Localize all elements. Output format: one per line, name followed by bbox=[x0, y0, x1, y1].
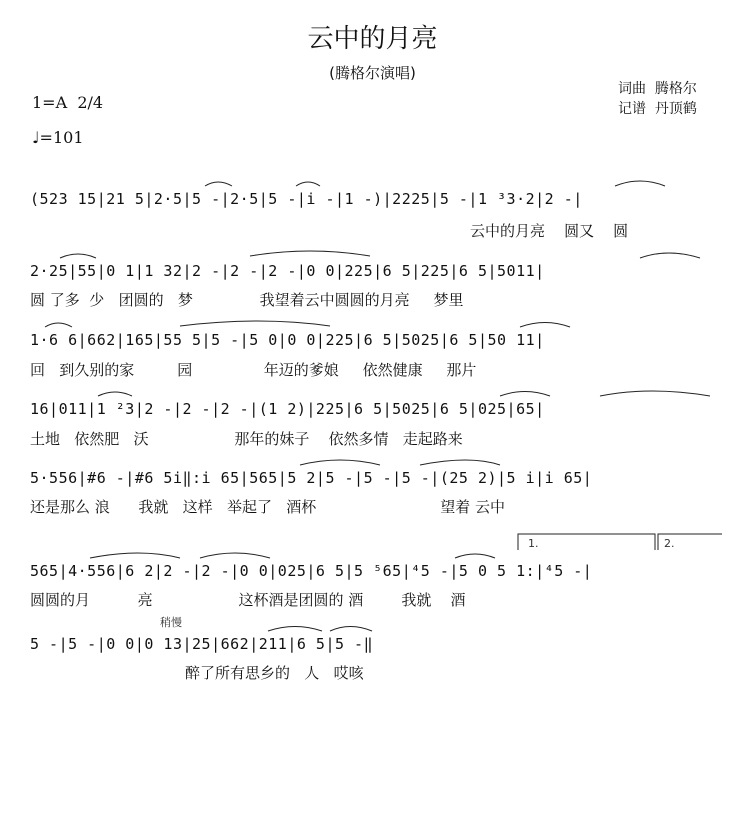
slur-mark bbox=[180, 321, 330, 326]
volta-bracket-1 bbox=[518, 534, 655, 550]
lyrics-line-2: 圆 了多 少 团圆的 梦 我望着云中圆圆的月亮 梦里 bbox=[30, 291, 464, 309]
slur-mark bbox=[455, 554, 495, 558]
notation-line-4: 16|011|1 ²3|2 -|2 -|2 -|(1 2)|225|6 5|5025|6 5|025|65| bbox=[30, 400, 545, 418]
slur-mark bbox=[330, 627, 372, 632]
notation-line-7: 5 -|5 -|0 0|0 13|25|662|211|6 5|5 -‖ bbox=[30, 635, 374, 653]
volta-2-label: 2. bbox=[664, 537, 675, 550]
slur-mark bbox=[500, 392, 550, 397]
slur-mark bbox=[90, 553, 180, 558]
slur-mark bbox=[205, 182, 232, 186]
credit-transcriber: 记谱 丹顶鹤 bbox=[618, 101, 697, 117]
notation-line-3: 1·6 6|662|165|55 5|5 -|5 0|0 0|225|6 5|5025|6 5|50 11| bbox=[30, 331, 545, 349]
slur-mark bbox=[600, 391, 710, 396]
slur-mark bbox=[250, 251, 370, 256]
slur-mark bbox=[296, 182, 320, 186]
song-title: 云中的月亮 bbox=[307, 24, 438, 54]
tempo-marking: ♩=101 bbox=[32, 128, 84, 147]
slur-mark bbox=[640, 253, 700, 258]
tempo-slow-annotation: 稍慢 bbox=[160, 616, 182, 629]
slur-mark bbox=[60, 254, 96, 258]
slur-mark bbox=[615, 181, 665, 186]
slur-mark bbox=[300, 460, 380, 465]
lyrics-line-1: 云中的月亮 圆又 圆 bbox=[470, 222, 629, 240]
lyrics-line-5: 还是那么 浪 我就 这样 举起了 酒杯 望着 云中 bbox=[30, 498, 506, 516]
key-signature: 1=A 2/4 bbox=[32, 93, 104, 112]
notation-line-2: 2·25|55|0 1|1 32|2 -|2 -|2 -|0 0|225|6 5|225|6 5|5011| bbox=[30, 262, 545, 280]
slur-mark bbox=[520, 323, 570, 328]
slur-mark bbox=[200, 553, 270, 558]
lyrics-line-6: 圆圆的月 亮 这杯酒是团圆的 酒 我就 酒 bbox=[30, 591, 466, 609]
notation-line-1: (523 15|21 5|2·5|5 -|2·5|5 -|i -|1 -)|2225|5 -|1 ³3·2|2 -| bbox=[30, 190, 583, 208]
lyrics-line-7: 醉了所有思乡的 人 哎咳 bbox=[185, 664, 364, 682]
credit-lyrics-music: 词曲 腾格尔 bbox=[618, 81, 697, 97]
performer-subtitle: (腾格尔演唱) bbox=[329, 64, 416, 82]
slur-mark bbox=[268, 627, 322, 632]
slur-mark bbox=[420, 460, 500, 465]
lyrics-line-4: 土地 依然肥 沃 那年的妹子 依然多情 走起路来 bbox=[30, 430, 463, 448]
notation-line-6: 565|4·556|6 2|2 -|2 -|0 0|025|6 5|5 ⁵65|⁴5 -|5 0 5 1:|⁴5 -| bbox=[30, 562, 593, 580]
slur-mark bbox=[45, 323, 72, 327]
lyrics-line-3: 回 到久别的家 园 年迈的爹娘 依然健康 那片 bbox=[30, 361, 477, 379]
notation-line-5: 5·556|#6 -|#6 5i‖:i 65|565|5 2|5 -|5 -|5 -|(25 2)|5 i|i 65| bbox=[30, 469, 593, 487]
volta-bracket-2 bbox=[658, 534, 722, 550]
volta-1-label: 1. bbox=[528, 537, 539, 550]
slur-mark bbox=[98, 392, 132, 396]
